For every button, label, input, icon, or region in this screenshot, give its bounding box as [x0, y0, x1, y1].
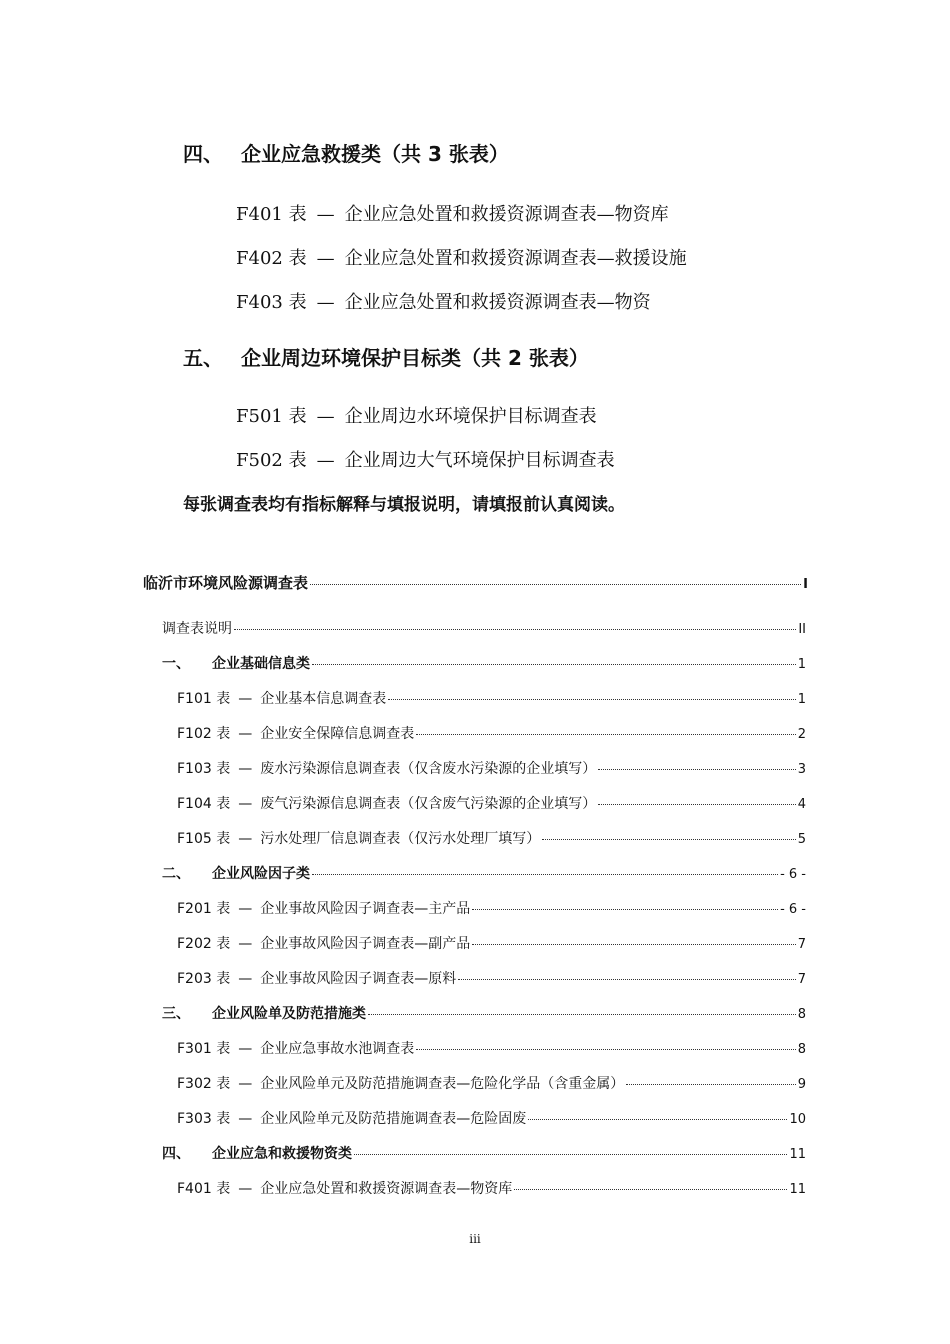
toc-entry-text: 企业事故风险因子调查表—副产品: [260, 936, 471, 952]
toc-leader: [514, 1175, 787, 1190]
section-heading: [183, 342, 589, 371]
toc-entry-text: 企业安全保障信息调查表: [260, 726, 415, 742]
toc-leader: [542, 825, 795, 840]
dash: —: [316, 248, 335, 269]
toc-page-number: 7: [797, 972, 806, 987]
toc-entry-number: 三、: [162, 1006, 190, 1022]
toc-entry[interactable]: [177, 1178, 806, 1198]
dash: —: [238, 1076, 253, 1092]
dash: —: [238, 691, 253, 707]
toc-entry-text: 企业应急处置和救援资源调查表—物资库: [260, 1181, 513, 1197]
toc-leader: [354, 1140, 787, 1155]
dash: —: [316, 204, 335, 225]
section-heading: [183, 138, 509, 167]
dash: —: [238, 1041, 253, 1057]
toc-leader: [310, 569, 801, 585]
toc-page-number: 3: [797, 762, 806, 777]
toc-leader: [528, 1105, 787, 1120]
toc-leader: [416, 720, 795, 735]
toc-entry[interactable]: [177, 793, 806, 813]
toc-page-number: 2: [797, 727, 806, 742]
toc-page-number: 9: [797, 1077, 806, 1092]
toc-leader: [598, 755, 795, 770]
toc-page-number: 1: [797, 657, 806, 672]
toc-leader: [472, 895, 778, 910]
toc-page-number: 8: [797, 1007, 806, 1022]
toc-leader: [458, 965, 795, 980]
toc-title-text: 临沂市环境风险源调查表: [143, 574, 309, 592]
toc-entry-code: F202 表: [177, 936, 231, 952]
toc-entry-text: 企业应急和救援物资类: [212, 1146, 352, 1162]
toc-entry-code: F101 表: [177, 691, 231, 707]
section-title: 企业应急救援类（共 3 张表）: [241, 142, 509, 166]
table-code: F501 表: [236, 406, 307, 427]
toc-leader: [416, 1035, 795, 1050]
toc-entry-text: 企业应急事故水池调查表: [260, 1041, 415, 1057]
toc-leader: [472, 930, 795, 945]
toc-page-number: I: [803, 577, 808, 592]
table-name: 企业应急处置和救援资源调查表—物资: [344, 292, 651, 313]
toc-entry-code: F102 表: [177, 726, 231, 742]
toc-entry-number: 二、: [162, 866, 190, 882]
dash: —: [316, 450, 335, 471]
dash: —: [238, 1111, 253, 1127]
section-number: 四、: [183, 142, 223, 166]
toc-entry-text: 企业事故风险因子调查表—原料: [260, 971, 457, 987]
toc-title[interactable]: [143, 572, 808, 593]
toc-entry[interactable]: [162, 863, 806, 883]
dash: —: [316, 292, 335, 313]
toc-entry-text: 污水处理厂信息调查表（仅污水处理厂填写）: [260, 831, 541, 847]
toc-entry-code: F103 表: [177, 761, 231, 777]
toc-leader: [598, 790, 795, 805]
table-line: [236, 244, 687, 270]
toc-page-number: 4: [797, 797, 806, 812]
toc-entry[interactable]: [177, 688, 806, 708]
toc-entry[interactable]: [177, 723, 806, 743]
toc-entry-text: 调查表说明: [162, 621, 232, 637]
table-name: 企业周边大气环境保护目标调查表: [344, 450, 615, 471]
toc-page-number: 1: [797, 692, 806, 707]
section-number: 五、: [183, 346, 223, 370]
dash: —: [238, 936, 253, 952]
toc-page-number: 11: [789, 1182, 806, 1197]
dash: —: [238, 796, 253, 812]
toc-page-number: - 6 -: [780, 867, 806, 882]
toc-entry-code: F401 表: [177, 1181, 231, 1197]
dash: —: [238, 726, 253, 742]
table-name: 企业应急处置和救援资源调查表—物资库: [344, 204, 669, 225]
dash: —: [238, 901, 253, 917]
table-line: [236, 402, 597, 428]
toc-entry[interactable]: [177, 828, 806, 848]
toc-entry-code: F302 表: [177, 1076, 231, 1092]
table-line: [236, 288, 651, 314]
toc-leader: [312, 650, 796, 665]
toc-entry-text: 废气污染源信息调查表（仅含废气污染源的企业填写）: [260, 796, 597, 812]
toc-entry[interactable]: [177, 758, 806, 778]
table-code: F402 表: [236, 248, 307, 269]
dash: —: [238, 831, 253, 847]
toc-entry-code: F201 表: [177, 901, 231, 917]
toc-entry-text: 废水污染源信息调查表（仅含废水污染源的企业填写）: [260, 761, 597, 777]
dash: —: [316, 406, 335, 427]
toc-entry[interactable]: [177, 898, 806, 918]
toc-entry-code: F104 表: [177, 796, 231, 812]
toc-entry[interactable]: [177, 1108, 806, 1128]
toc-entry[interactable]: [162, 1003, 806, 1023]
dash: —: [238, 1181, 253, 1197]
toc-entry[interactable]: [177, 968, 806, 988]
toc-page-number: 11: [789, 1147, 806, 1162]
toc-page-number: 7: [797, 937, 806, 952]
section-title: 企业周边环境保护目标类（共 2 张表）: [241, 346, 589, 370]
table-name: 企业应急处置和救援资源调查表—救援设施: [344, 248, 687, 269]
table-code: F502 表: [236, 450, 307, 471]
toc-entry[interactable]: [177, 1038, 806, 1058]
toc-leader: [312, 860, 778, 875]
toc-entry[interactable]: [162, 1143, 806, 1163]
toc-entry-text: 企业事故风险因子调查表—主产品: [260, 901, 471, 917]
toc-entry-text: 企业风险单元及防范措施调查表—危险固废: [260, 1111, 527, 1127]
toc-page-number: II: [798, 622, 806, 637]
table-code: F403 表: [236, 292, 307, 313]
toc-entry-code: F301 表: [177, 1041, 231, 1057]
toc-leader: [388, 685, 795, 700]
toc-leader: [368, 1000, 796, 1015]
toc-entry-code: F105 表: [177, 831, 231, 847]
toc-leader: [234, 615, 796, 630]
table-name: 企业周边水环境保护目标调查表: [344, 406, 597, 427]
notice-text: 每张调查表均有指标解释与填报说明，请填报前认真阅读。: [183, 495, 625, 515]
toc-page-number: 5: [797, 832, 806, 847]
toc-entry-text: 企业风险因子类: [212, 866, 310, 882]
toc-entry-text: 企业基础信息类: [212, 656, 310, 672]
toc-entry[interactable]: [162, 618, 806, 638]
toc-entry-code: F203 表: [177, 971, 231, 987]
toc-page-number: 10: [789, 1112, 806, 1127]
dash: —: [238, 971, 253, 987]
table-line: [236, 200, 669, 226]
toc-entry-text: 企业风险单元及防范措施调查表—危险化学品（含重金属）: [260, 1076, 625, 1092]
toc-entry-text: 企业风险单及防范措施类: [212, 1006, 366, 1022]
page-footer-number: iii: [469, 1232, 481, 1246]
toc-entry[interactable]: [177, 1073, 806, 1093]
toc-entry-number: 四、: [162, 1146, 190, 1162]
table-code: F401 表: [236, 204, 307, 225]
table-line: [236, 446, 615, 472]
toc-page-number: 8: [797, 1042, 806, 1057]
toc-leader: [626, 1070, 795, 1085]
toc-entry-code: F303 表: [177, 1111, 231, 1127]
toc-entry-number: 一、: [162, 656, 190, 672]
toc-entry[interactable]: [177, 933, 806, 953]
toc-page-number: - 6 -: [780, 902, 806, 917]
toc-entry[interactable]: [162, 653, 806, 673]
dash: —: [238, 761, 253, 777]
toc-entry-text: 企业基本信息调查表: [260, 691, 387, 707]
